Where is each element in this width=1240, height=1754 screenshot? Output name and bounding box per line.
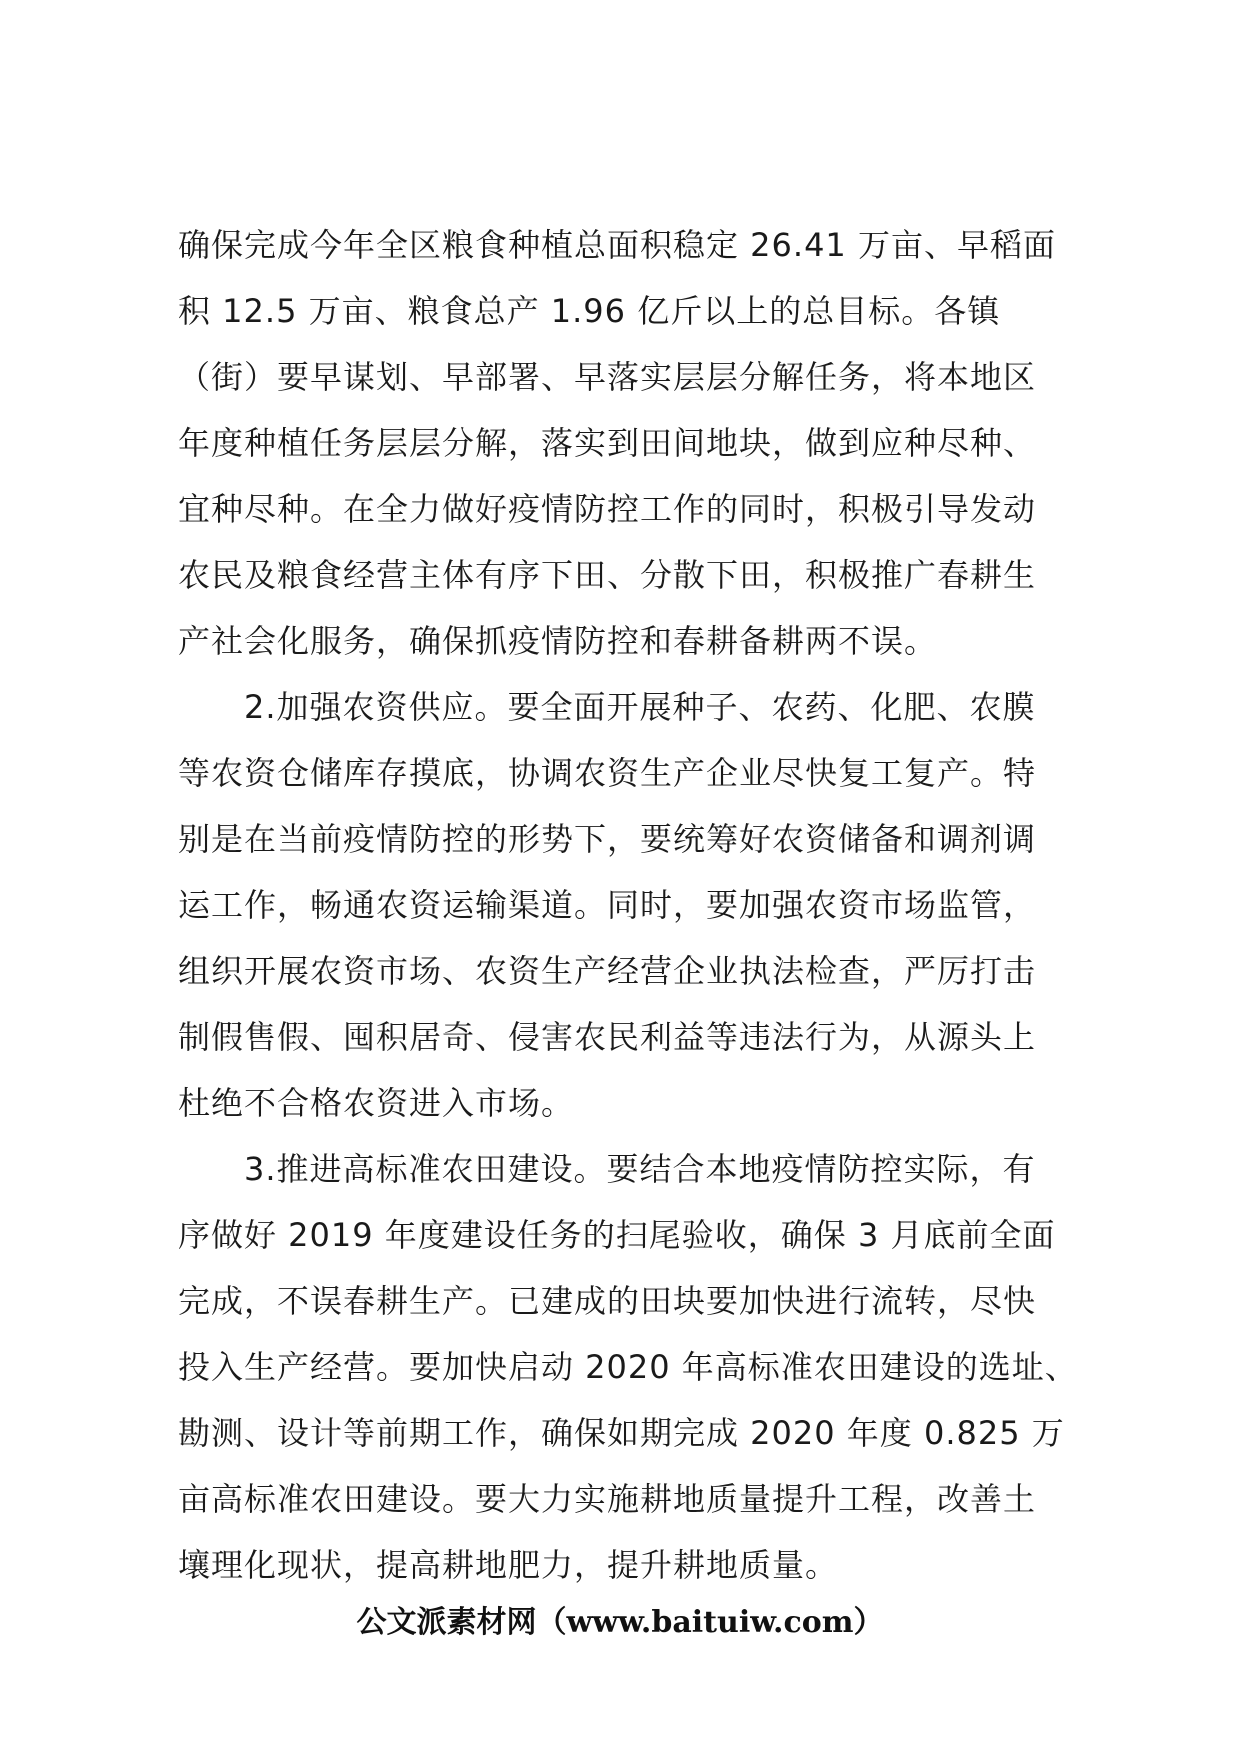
paragraph-line: 别是在当前疫情防控的形势下，要统筹好农资储备和调剂调 bbox=[178, 820, 1037, 858]
paragraph-line: 组织开展农资市场、农资生产经营企业执法检查，严厉打击 bbox=[178, 952, 1037, 990]
paragraph-line: 农民及粮食经营主体有序下田、分散下田，积极推广春耕生 bbox=[178, 556, 1037, 594]
paragraph-line: 积 12.5 万亩、粮食总产 1.96 亿斤以上的总目标。各镇 bbox=[178, 292, 1001, 330]
section-heading-line: 2.加强农资供应。要全面开展种子、农药、化肥、农膜 bbox=[244, 688, 1036, 726]
paragraph-line: 产社会化服务，确保抓疫情防控和春耕备耕两不误。 bbox=[178, 622, 938, 660]
paragraph-line: （街）要早谋划、早部署、早落实层层分解任务，将本地区 bbox=[178, 358, 1037, 396]
section-heading-line: 3.推进高标准农田建设。要结合本地疫情防控实际，有 bbox=[244, 1150, 1036, 1188]
paragraph-line: 宜种尽种。在全力做好疫情防控工作的同时，积极引导发动 bbox=[178, 490, 1037, 528]
paragraph-line: 年度种植任务层层分解，落实到田间地块，做到应种尽种、 bbox=[178, 424, 1037, 462]
paragraph-line: 壤理化现状，提高耕地肥力，提升耕地质量。 bbox=[178, 1546, 839, 1584]
paragraph-line: 等农资仓储库存摸底，协调农资生产企业尽快复工复产。特 bbox=[178, 754, 1037, 792]
paragraph-line: 亩高标准农田建设。要大力实施耕地质量提升工程，改善土 bbox=[178, 1480, 1037, 1518]
paragraph-line: 杜绝不合格农资进入市场。 bbox=[178, 1084, 575, 1122]
document-body bbox=[178, 212, 1078, 1598]
paragraph-line: 完成，不误春耕生产。已建成的田块要加快进行流转，尽快 bbox=[178, 1282, 1037, 1320]
paragraph-line: 制假售假、囤积居奇、侵害农民利益等违法行为，从源头上 bbox=[178, 1018, 1037, 1056]
paragraph-line: 运工作，畅通农资运输渠道。同时，要加强农资市场监管， bbox=[178, 886, 1037, 924]
paragraph-line: 投入生产经营。要加快启动 2020 年高标准农田建设的选址、 bbox=[178, 1348, 1078, 1386]
paragraph-line: 勘测、设计等前期工作，确保如期完成 2020 年度 0.825 万 bbox=[178, 1414, 1065, 1452]
paragraph-line: 确保完成今年全区粮食种植总面积稳定 26.41 万亩、早稻面 bbox=[178, 226, 1056, 264]
paragraph-line: 序做好 2019 年度建设任务的扫尾验收，确保 3 月底前全面 bbox=[178, 1216, 1056, 1254]
footer-watermark: 公文派素材网（www.baituiw.com） bbox=[356, 1605, 884, 1640]
